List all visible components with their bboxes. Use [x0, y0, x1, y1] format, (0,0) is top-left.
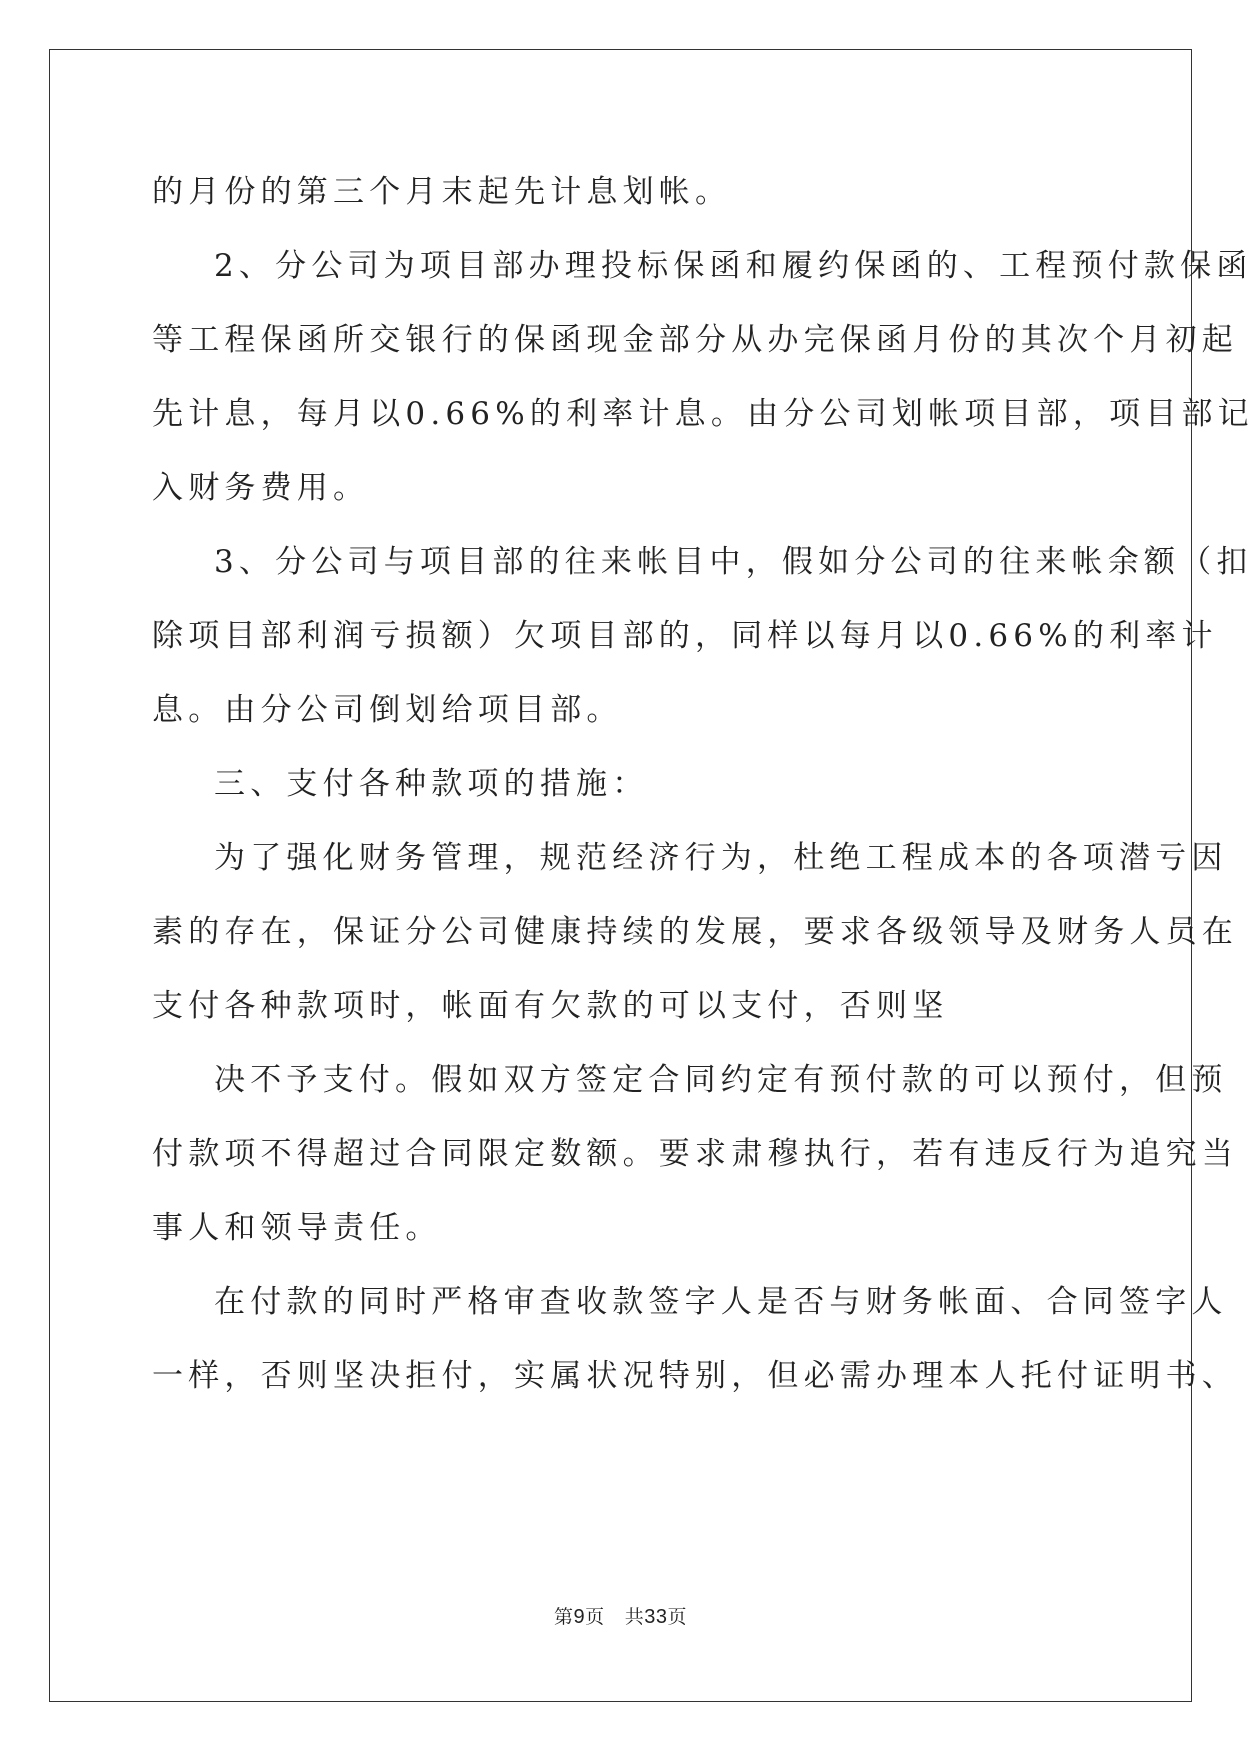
text-line: 支付各种款项时，帐面有欠款的可以支付，否则坚 — [152, 988, 949, 1024]
document-body — [152, 155, 1254, 1413]
text-line: 除项目部利润亏损额）欠项目部的，同样以每月以0.66%的利率计 — [152, 618, 1218, 654]
text-line: 三、支付各种款项的措施： — [214, 766, 649, 802]
text-line: 先计息，每月以0.66%的利率计息。由分公司划帐项目部，项目部记 — [152, 396, 1254, 432]
text-line: 入财务费用。 — [152, 470, 370, 506]
total-suffix: 页 — [667, 1606, 687, 1628]
page-prefix: 第 — [554, 1606, 574, 1628]
text-line: 付款项不得超过合同限定数额。要求肃穆执行，若有违反行为追究当 — [152, 1136, 1238, 1172]
text-line: 事人和领导责任。 — [152, 1210, 442, 1246]
text-line: 决不予支付。假如双方签定合同约定有预付款的可以预付，但预 — [214, 1062, 1228, 1098]
text-line: 2、分公司为项目部办理投标保函和履约保函的、工程预付款保函 — [214, 248, 1253, 284]
page-suffix: 页 — [585, 1606, 605, 1628]
text-line: 为了强化财务管理，规范经济行为，杜绝工程成本的各项潜亏因 — [214, 840, 1228, 876]
text-line: 3、分公司与项目部的往来帐目中，假如分公司的往来帐余额（扣 — [214, 544, 1253, 580]
text-line: 在付款的同时严格审查收款签字人是否与财务帐面、合同签字人 — [214, 1284, 1228, 1320]
text-line: 一样，否则坚决拒付，实属状况特别，但必需办理本人托付证明书、 — [152, 1358, 1238, 1394]
total-prefix: 共 — [624, 1606, 645, 1628]
text-line: 等工程保函所交银行的保函现金部分从办完保函月份的其次个月初起 — [152, 322, 1238, 358]
page-number: 9 — [573, 1606, 586, 1628]
text-line: 息。由分公司倒划给项目部。 — [152, 692, 623, 728]
text-line: 素的存在，保证分公司健康持续的发展，要求各级领导及财务人员在 — [152, 914, 1238, 950]
page-footer — [0, 1602, 1241, 1629]
text-line: 的月份的第三个月末起先计息划帐。 — [152, 174, 732, 210]
total-pages: 33 — [644, 1606, 668, 1628]
